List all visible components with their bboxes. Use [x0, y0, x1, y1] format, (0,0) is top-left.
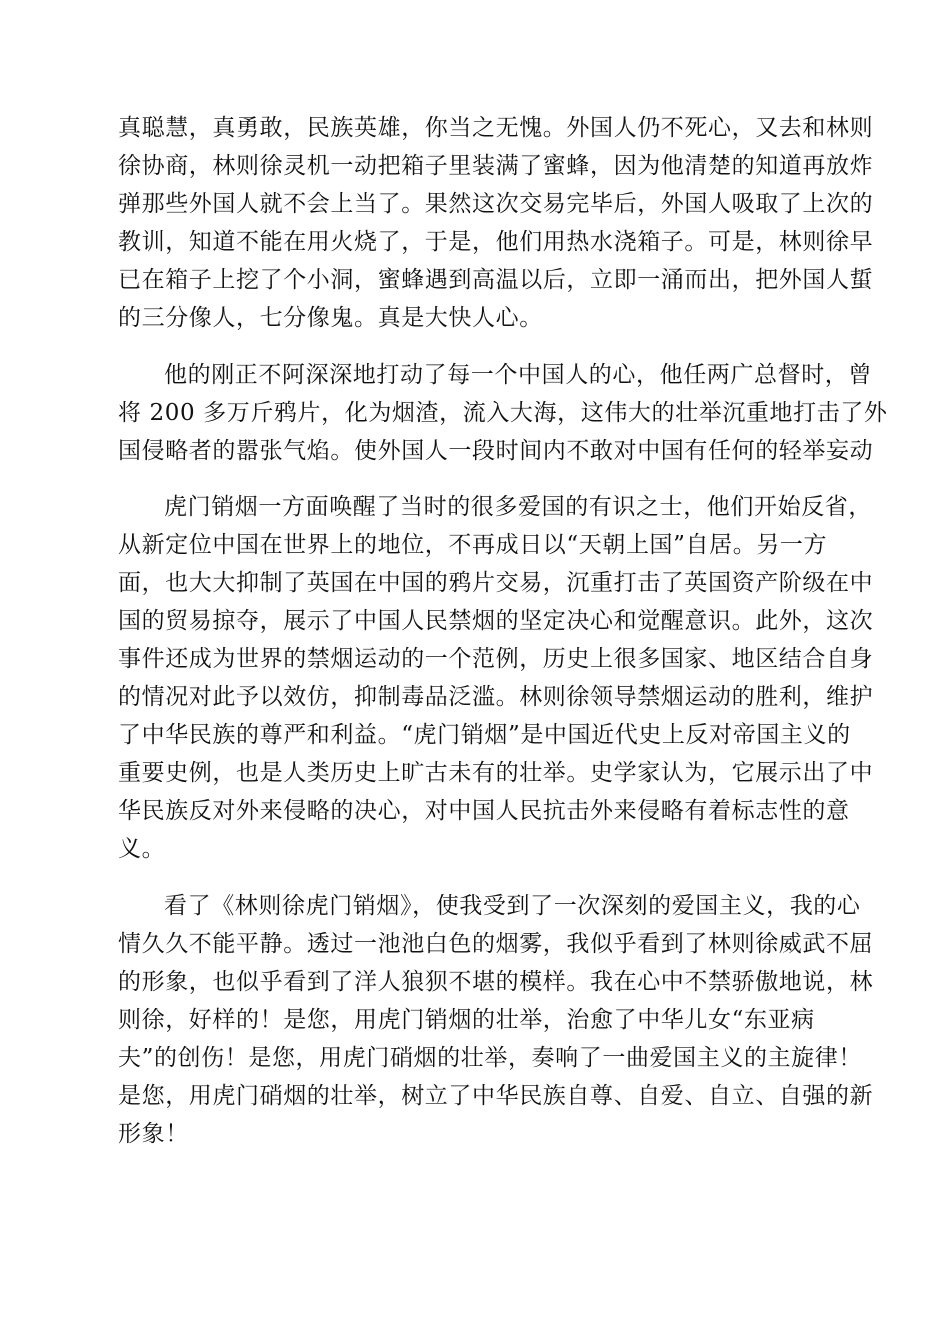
- paragraph-line: 看了《林则徐虎门销烟》，使我受到了一次深刻的爱国主义，我的心: [164, 893, 861, 919]
- paragraph-2: [118, 356, 888, 470]
- paragraph-line: 徐协商，林则徐灵机一动把箱子里装满了蜜蜂，因为他清楚的知道再放炸: [118, 153, 874, 179]
- paragraph-line: 的情况对此予以效仿，抑制毒品泛滥。林则徐领导禁烟运动的胜利，维护: [118, 684, 874, 710]
- paragraph-line: 形象！: [118, 1121, 189, 1147]
- paragraph-4: [118, 887, 874, 1153]
- paragraph-line: 是您，用虎门硝烟的壮举，树立了中华民族自尊、自爱、自立、自强的新: [118, 1083, 874, 1109]
- paragraph-3: [118, 488, 874, 868]
- paragraph-line: 将 200 多万斤鸦片，化为烟渣，流入大海，这伟大的壮举沉重地打击了外: [118, 400, 888, 426]
- paragraph-line: 弹那些外国人就不会上当了。果然这次交易完毕后，外国人吸取了上次的: [118, 191, 874, 217]
- paragraph-line: 情久久不能平静。透过一池池白色的烟雾，我似乎看到了林则徐威武不屈: [118, 931, 874, 957]
- paragraph-line: 他的刚正不阿深深地打动了每一个中国人的心，他任两广总督时，曾: [164, 362, 872, 388]
- paragraph-line: 从新定位中国在世界上的地位，不再成日以“天朝上国”自居。另一方: [118, 532, 828, 558]
- paragraph-line: 事件还成为世界的禁烟运动的一个范例，历史上很多国家、地区结合自身: [118, 646, 874, 672]
- paragraph-line: 面，也大大抑制了英国在中国的鸦片交易，沉重打击了英国资产阶级在中: [118, 570, 874, 596]
- paragraph-line: 教训，知道不能在用火烧了，于是，他们用热水浇箱子。可是，林则徐早: [118, 229, 874, 255]
- paragraph-line: 已在箱子上挖了个小洞，蜜蜂遇到高温以后，立即一涌而出，把外国人蜇: [118, 267, 874, 293]
- paragraph-line: 重要史例，也是人类历史上旷古未有的壮举。史学家认为，它展示出了中: [118, 760, 874, 786]
- paragraph-line: 义。: [118, 836, 166, 862]
- paragraph-line: 的三分像人，七分像鬼。真是大快人心。: [118, 305, 543, 331]
- paragraph-line: 夫”的创伤！是您，用虎门硝烟的壮举，奏响了一曲爱国主义的主旋律！: [118, 1045, 862, 1071]
- paragraph-line: 则徐，好样的！是您，用虎门销烟的壮举，治愈了中华儿女“东亚病: [118, 1007, 815, 1033]
- paragraph-line: 国侵略者的嚣张气焰。使外国人一段时间内不敢对中国有任何的轻举妄动: [118, 438, 874, 464]
- paragraph-line: 华民族反对外来侵略的决心，对中国人民抗击外来侵略有着标志性的意: [118, 798, 850, 824]
- paragraph-line: 的形象，也似乎看到了洋人狼狈不堪的模样。我在心中不禁骄傲地说，林: [118, 969, 874, 995]
- paragraph-line: 国的贸易掠夺，展示了中国人民禁烟的坚定决心和觉醒意识。此外，这次: [118, 608, 874, 634]
- paragraph-line: 虎门销烟一方面唤醒了当时的很多爱国的有识之士，他们开始反省，: [164, 494, 872, 520]
- paragraph-1: [118, 109, 874, 337]
- paragraph-line: 真聪慧，真勇敢，民族英雄，你当之无愧。外国人仍不死心，又去和林则: [118, 115, 874, 141]
- paragraph-line: 了中华民族的尊严和利益。“虎门销烟”是中国近代史上反对帝国主义的: [118, 722, 851, 748]
